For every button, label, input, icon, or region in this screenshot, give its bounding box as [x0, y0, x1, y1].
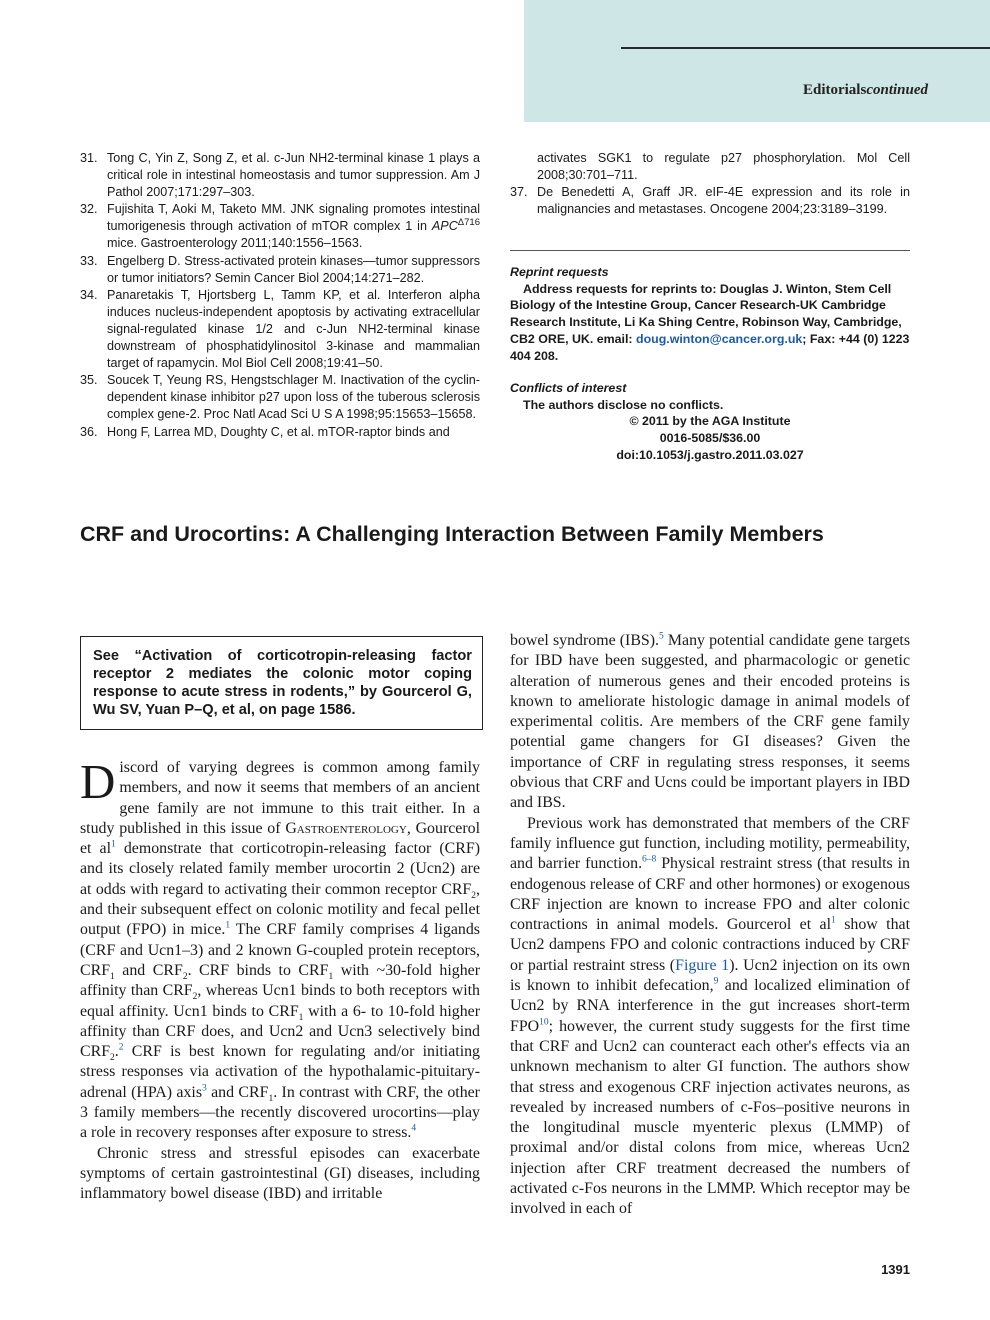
header-rule: [621, 47, 990, 49]
paragraph: Chronic stress and stressful episodes can exacerbate symptoms of certain gastrointestinal (GI) diseases, including inflammatory bowel disease (IBD) and irritable: [80, 1144, 480, 1203]
page-number: 1391: [881, 1262, 910, 1277]
reference-item: 36. Hong F, Larrea MD, Doughty C, et al. mTOR-raptor binds and: [80, 424, 450, 439]
separator-rule: [510, 250, 910, 251]
body-column-right: [510, 631, 910, 1220]
header-band: [524, 0, 990, 122]
reference-item: 33. Engelberg D. Stress-activated protein kinases—tumor suppressors or tumor initiators? Semin Cancer Biol 2004;14:271–282.: [80, 253, 480, 285]
paragraph: Discord of varying degrees is common among family members, and now it seems that members of an ancient gene family are not immune to this trait either. In a study published in this issue of Gastroenterology, Gourcerol et $al^1$ demonstrate that corticotropin-releasing factor (CRF) and its closely related family member urocortin 2 (Ucn2) are at odds with regard to activating their common receptor $CRF_2$, and their subsequent effect on colonic motility and fecal pellet output (FPO) in mice.$^1$ The CRF family comprises 4 ligands (CRF and Ucn1–3) and 2 known G-coupled protein receptors, $CRF_1$ and $CRF_2$. CRF binds to $CRF_1$ with ~30-fold higher affinity than $CRF_2$, whereas Ucn1 binds to both receptors with equal affinity. Ucn1 binds to $CRF_1$ with a 6- to 10-fold higher affinity than CRF does, and Ucn2 and Ucn3 selectively bind $CRF_2.^2$ CRF is best known for regulating and/or initiating stress responses via activation of the hypothalamic-pituitary-adrenal (HPA) axis$^3$ and $CRF_1$. In contrast with CRF, the other 3 family members—the recently discovered urocortins—play a role in recovery responses after exposure to stress.$^4$: [80, 754, 480, 1142]
section-label: Editorialscontinued: [802, 82, 928, 98]
drop-cap: D: [80, 754, 116, 809]
copyright: © 2011 by the AGA Institute: [629, 414, 791, 429]
conflicts-of-interest: Conflicts of interest The authors disclose no conflicts. © 2011 by the AGA Institute 0016-5085/$36.00 doi:10.1053/j.gastro.2011.03.027: [510, 380, 910, 464]
reprint-requests: Reprint requests Address requests for reprints to: Douglas J. Winton, Stem Cell Biology of the Intestine Group, Cancer Research-UK Cambridge Research Institute, Li Ka Shing Centre, Robinson Way, Cambridge, CB2 ORE, UK. email: doug.winton@cancer.org.uk; Fax: +44 (0) 1223 404 208.: [510, 265, 910, 363]
issn: 0016-5085/$36.00: [659, 431, 761, 446]
references-left: [80, 150, 480, 441]
article-title: CRF and Urocortins: A Challenging Interaction Between Family Members: [80, 522, 824, 546]
paragraph: bowel syndrome (IBS).$^5$ Many potential candidate gene targets for IBD have been suggested, and pharmacologic or genetic alteration of numerous genes and their encoded proteins is known to ameliorate histologic damage in animal models of experimental colitis. Are members of the CRF gene family potential game changers for GI diseases? Given the importance of CRF in regulating stress responses, it seems obvious that CRF and Ucns could be important players in IBD and IBS.: [510, 631, 911, 812]
email-link[interactable]: doug.winton@cancer.org.uk: [636, 331, 803, 346]
figure-link[interactable]: Figure 1: [675, 956, 730, 974]
see-also-box: See “Activation of corticotropin-releasing factor receptor 2 mediates the colonic motor coping response to acute stress in rodents,” by Gourcerol G, Wu SV, Yuan P–Q, et al, on page 1586.: [80, 636, 483, 730]
reference-item: 37. De Benedetti A, Graff JR. eIF-4E expression and its role in malignancies and metastases. Oncogene 2004;23:3189–3199.: [510, 185, 910, 217]
references-right: [510, 150, 910, 218]
reference-item: 31. Tong C, Yin Z, Song Z, et al. c-Jun NH2-terminal kinase 1 plays a critical role in intestinal homeostasis and tumor suppression. Am J Pathol 2007;171:297–303.: [80, 151, 480, 200]
body-column-left: [80, 754, 480, 1205]
reference-item: 34. Panaretakis T, Hjortsberg L, Tamm KP, et al. Interferon alpha induces nucleus-independent apoptosis by activating extracellular signal-regulated kinase 1/2 and c-Jun NH2-terminal kinase downstream of phosphatidylinositol 3-kinase and mammalian target of rapamycin. Mol Biol Cell 2008;19:41–50.: [80, 287, 480, 371]
conflicts-heading: Conflicts of interest: [510, 381, 627, 395]
paragraph: Previous work has demonstrated that members of the CRF family influence gut function, including motility, permeability, and barrier function.$^{6-8}$ Physical restraint stress (that results in endogenous release of CRF and other hormones) or exogenous CRF injection are known to increase FPO and alter colonic contractions in animal models. Gourcerol et $al^1$ show that Ucn2 dampens FPO and colonic contractions induced by CRF or partial restraint stress (Figure 1). Ucn2 injection on its own is known to inhibit defecation,$^9$ and localized elimination of Ucn2 by RNA interference in the gut increases short-term FPO$^{10}$; however, the current study suggests for the first time that CRF and Ucn2 can counteract each other's effects via an unknown mechanism to alter GI function. The authors show that stress and exogenous CRF injection activates neurons, as revealed by increased numbers of c-Fos–positive neurons in the longitudinal muscle myenteric plexus (LMMP) of proximal and/or distal colons from mice, whereas Ucn2 injection after CRF treatment decreased the numbers of activated c-Fos neurons in the LMMP. Which receptor may be involved in each of: [510, 814, 911, 1218]
reference-item: 35. Soucek T, Yeung RS, Hengstschlager M. Inactivation of the cyclin-dependent kinase inhibitor p27 upon loss of the tuberous sclerosis complex gene-2. Proc Natl Acad Sci U S A 1998;95:15653–15658.: [80, 373, 480, 422]
reference-item: 32. Fujishita T, Aoki M, Taketo MM. JNK signaling promotes intestinal tumorigenesis through activation of mTOR complex 1 in $APC^{\Delta 716}$ mice. Gastroenterology 2011;140:1556–1563.: [80, 202, 480, 251]
doi-link[interactable]: doi:10.1053/j.gastro.2011.03.027: [616, 447, 804, 462]
reprint-heading: Reprint requests: [510, 265, 609, 279]
reference-continuation: activates SGK1 to regulate p27 phosphorylation. Mol Cell 2008;30:701–711.: [537, 151, 910, 183]
